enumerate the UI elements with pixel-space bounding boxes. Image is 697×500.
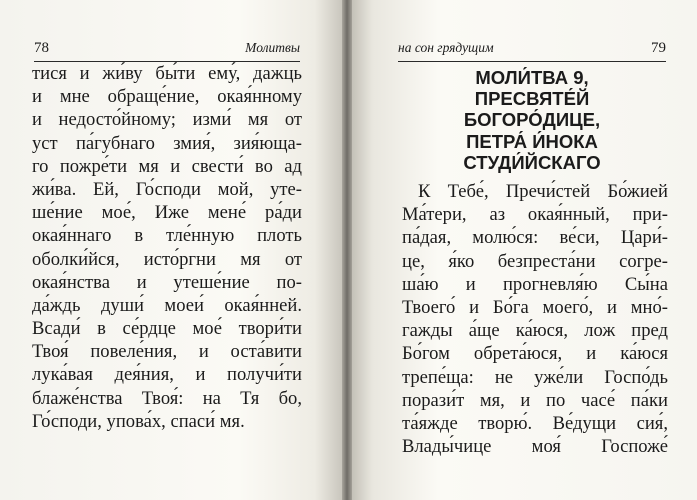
text-line: и мне обраще́ние, окая́нному <box>32 86 302 108</box>
text-line: трепе́ща: не уже́ли Госпо́дь <box>402 366 668 388</box>
text-line: и недосто́йному; изми́ мя от <box>32 109 302 131</box>
text-line: ша́ю и прогневля́ю Сы́на <box>402 273 668 295</box>
page-number: 78 <box>34 40 49 56</box>
text-line: Влады́чице моя́ Госпоже́ <box>402 436 668 458</box>
text-line: Твоя́ повеле́ния, и оста́вити <box>32 341 302 363</box>
text-line: оболки́йся, исто́ргни мя от <box>32 248 302 270</box>
title-line: БОГОРО́ДИЦЕ, <box>463 109 601 131</box>
text-line: да́ждь души́ моеи́ окая́нней. <box>32 294 302 316</box>
right-page-header <box>398 38 666 58</box>
text-line: Всади́ в се́рдце мое́ твори́ти <box>32 318 302 340</box>
title-line: ПРЕСВЯТЕ́Й <box>474 88 590 110</box>
text-line: Бо́гом обрета́юся, и ка́юся <box>402 343 668 365</box>
text-line: Го́споди, упова́х, спаси́ мя. <box>32 410 245 432</box>
text-line: окая́ннаго в тле́нную плоть <box>32 225 302 247</box>
prayer-title <box>398 67 666 173</box>
text-line: це, я́ко безпреста́ни согре- <box>402 250 668 272</box>
text-line: жи́ва. Ей, Го́споди мой, уте- <box>32 178 302 200</box>
text-line: гажды а́ще ка́юся, лож пред <box>402 320 668 342</box>
text-line: уст па́губнаго змия́, зия́юща- <box>32 132 302 154</box>
text-line: К Тебе́, Пречи́стей Бо́жией <box>418 181 668 202</box>
text-line: Ма́тери, аз окая́нный, при- <box>402 204 668 226</box>
book-gutter <box>342 0 352 500</box>
text-line: блаже́нства Твоя́: на Тя бо, <box>32 387 302 409</box>
left-page-text <box>32 62 302 433</box>
running-head: на сон грядущим <box>398 40 494 55</box>
text-line: тися и жи́ву бы́ти ему́, дажць <box>32 63 302 84</box>
text-line: окая́нства и утеше́ние по- <box>32 271 302 293</box>
left-page-header <box>34 38 300 58</box>
running-head: Молитвы <box>245 40 300 55</box>
text-line: го пожре́ти мя и свести́ во ад <box>32 155 302 177</box>
title-line: ПЕТРА́ И́НОКА <box>466 130 598 152</box>
title-line: СТУДИ́ЙСКАГО <box>463 151 601 173</box>
right-page-text <box>402 180 668 458</box>
text-line: та́яжде творю́. Ве́дущи сия́, <box>402 412 668 434</box>
page-number: 79 <box>651 40 666 56</box>
left-page <box>0 0 342 500</box>
text-line: ше́ние мое́, Иже мене́ ра́ди <box>32 202 302 224</box>
text-line: порази́т мя, и по часе́ па́ки <box>402 389 668 411</box>
text-line: Твоего́ и Бо́га моего́, и мно́- <box>402 296 668 318</box>
text-line: па́дая, молю́ся: ве́си, Цари́- <box>402 227 668 249</box>
text-line: лука́вая дея́ния, и получи́ти <box>32 364 302 386</box>
title-line: МОЛИ́ТВА 9, <box>475 67 589 88</box>
right-page <box>352 0 697 500</box>
header-rule <box>398 61 666 62</box>
